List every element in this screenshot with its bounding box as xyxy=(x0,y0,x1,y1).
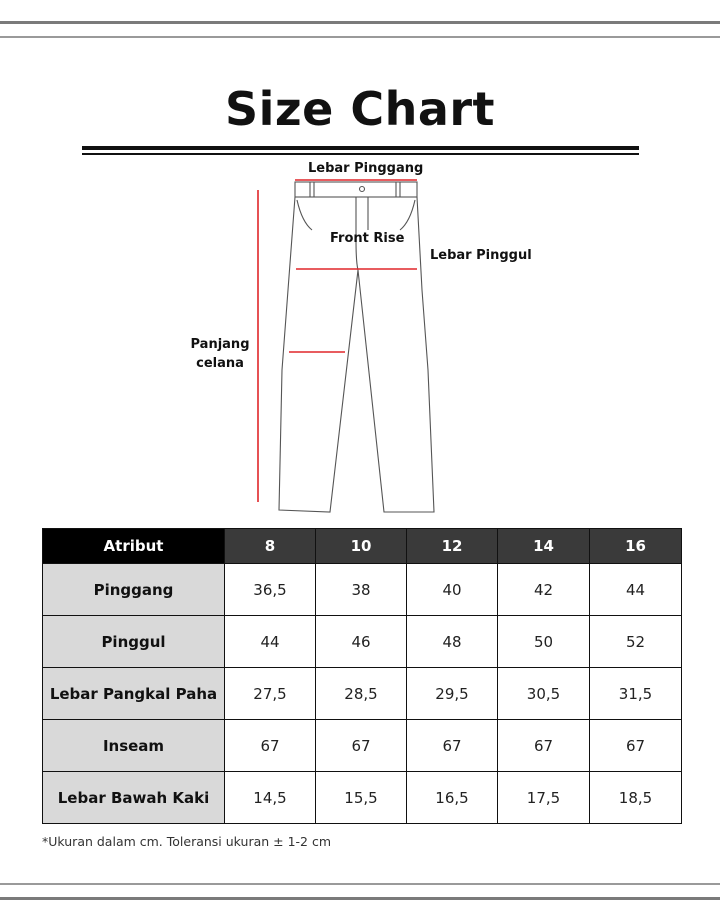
table-cell: 52 xyxy=(590,616,682,668)
row-label: Pinggul xyxy=(43,616,225,668)
waist-label: Lebar Pinggang xyxy=(308,161,424,176)
table-row xyxy=(43,668,682,720)
measure-lines xyxy=(258,180,417,502)
table-cell: 40 xyxy=(407,564,498,616)
table-cell: 16,5 xyxy=(407,772,498,824)
hip-label: Lebar Pinggul xyxy=(430,248,532,263)
table-cell: 17,5 xyxy=(498,772,590,824)
table-cell: 38 xyxy=(316,564,407,616)
table-cell: 42 xyxy=(498,564,590,616)
table-cell: 27,5 xyxy=(225,668,316,720)
table-row xyxy=(43,616,682,668)
row-label: Pinggang xyxy=(43,564,225,616)
row-label: Lebar Pangkal Paha xyxy=(43,668,225,720)
table-cell: 67 xyxy=(316,720,407,772)
table-cell: 48 xyxy=(407,616,498,668)
length-label-line1: Panjang xyxy=(190,337,250,352)
row-label: Inseam xyxy=(43,720,225,772)
page-title: Size Chart xyxy=(224,82,496,136)
table-cell: 67 xyxy=(407,720,498,772)
header-cell-size: 12 xyxy=(407,529,498,564)
table-cell: 36,5 xyxy=(225,564,316,616)
header-cell-size: 8 xyxy=(225,529,316,564)
table-cell: 44 xyxy=(225,616,316,668)
table-cell: 31,5 xyxy=(590,668,682,720)
table-cell: 67 xyxy=(225,720,316,772)
row-label: Lebar Bawah Kaki xyxy=(43,772,225,824)
size-table xyxy=(42,528,682,824)
length-label-line2: celana xyxy=(196,356,244,371)
table-cell: 44 xyxy=(590,564,682,616)
table-cell: 46 xyxy=(316,616,407,668)
front-rise-label: Front Rise xyxy=(330,231,405,246)
bottom-border-line-inner xyxy=(0,883,720,885)
table-cell: 67 xyxy=(498,720,590,772)
table-cell: 30,5 xyxy=(498,668,590,720)
header-cell-size: 10 xyxy=(316,529,407,564)
header-cell-size: 14 xyxy=(498,529,590,564)
bottom-border-line xyxy=(0,897,720,900)
table-cell: 18,5 xyxy=(590,772,682,824)
table-row xyxy=(43,564,682,616)
table-cell: 29,5 xyxy=(407,668,498,720)
table-cell: 28,5 xyxy=(316,668,407,720)
table-header-row xyxy=(43,529,682,564)
header-cell-size: 16 xyxy=(590,529,682,564)
table-cell: 15,5 xyxy=(316,772,407,824)
header-cell-attribute: Atribut xyxy=(43,529,225,564)
table-row xyxy=(43,720,682,772)
footnote: *Ukuran dalam cm. Toleransi ukuran ± 1-2 cm xyxy=(42,834,332,849)
table-cell: 14,5 xyxy=(225,772,316,824)
table-cell: 67 xyxy=(590,720,682,772)
table-row xyxy=(43,772,682,824)
table-cell: 50 xyxy=(498,616,590,668)
